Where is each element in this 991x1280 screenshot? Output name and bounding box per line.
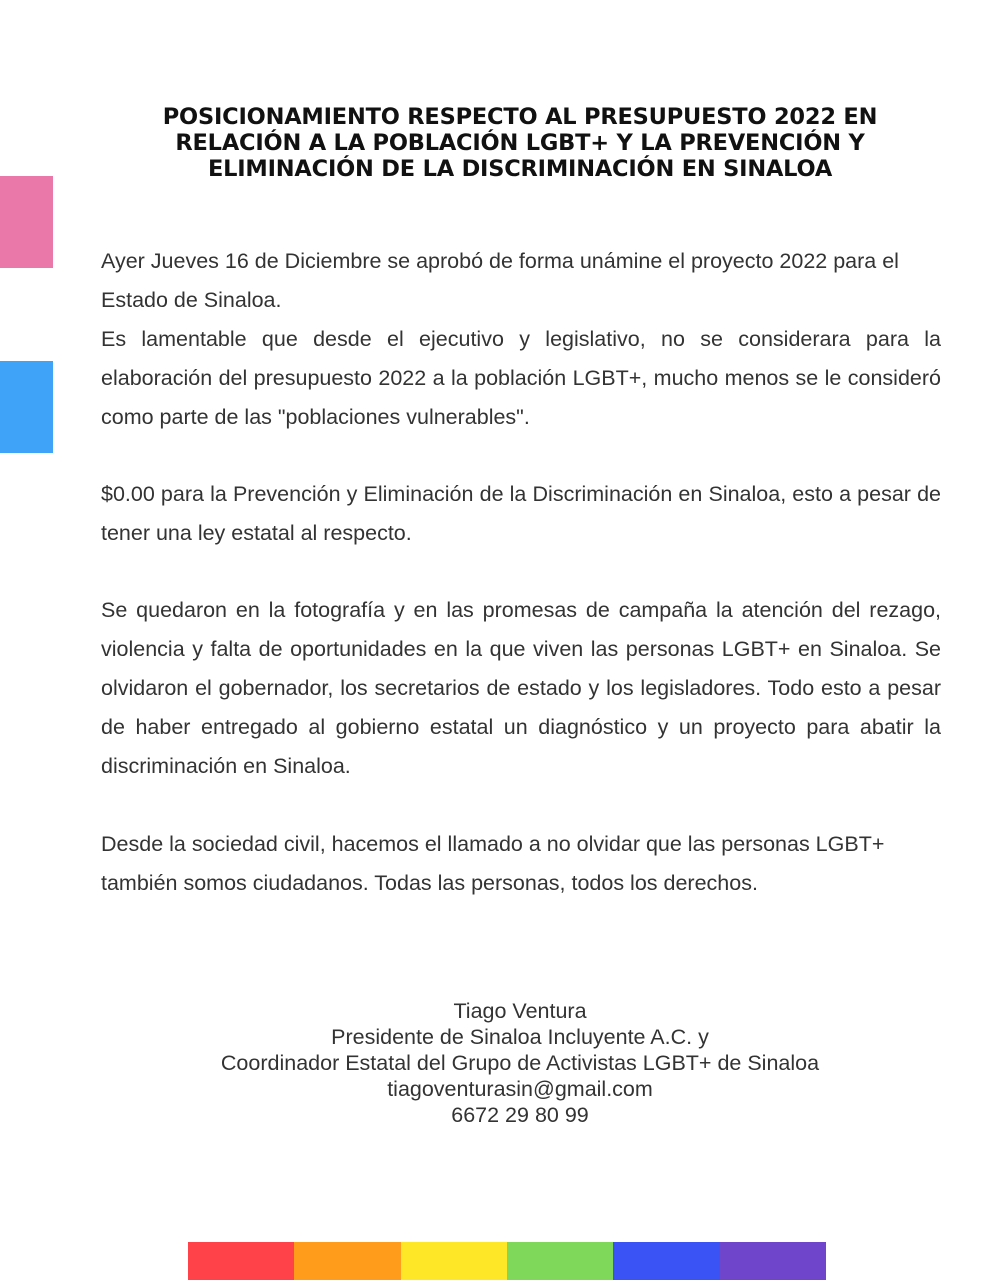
document-title [100, 104, 940, 182]
pink-side-block [0, 176, 53, 268]
rainbow-bar [188, 1242, 826, 1280]
paragraph-line: Desde la sociedad civil, hacemos el llamado a no olvidar que las personas LGBT+ también somos ciudadanos. Todas las personas, todos los derechos. [101, 832, 885, 895]
rainbow-stripe-violet [720, 1242, 826, 1280]
rainbow-stripe-yellow [401, 1242, 507, 1280]
paragraph-line: Es lamentable que desde el ejecutivo y legislativo, no se considerara para la elaboración del presupuesto 2022 a la población LGBT+, mucho menos se le consideró como parte de las "poblaciones vulnerables". [101, 327, 941, 429]
signature-block [120, 998, 920, 1128]
rainbow-stripe-orange [294, 1242, 400, 1280]
signature-role: Presidente de Sinaloa Incluyente A.C. y [331, 1025, 709, 1049]
title-line: POSICIONAMIENTO RESPECTO AL PRESUPUESTO 2022 EN [162, 104, 878, 130]
signature-role: Coordinador Estatal del Grupo de Activistas LGBT+ de Sinaloa [220, 1051, 820, 1075]
rainbow-stripe-blue [613, 1242, 719, 1280]
paragraph-promises [101, 591, 941, 786]
paragraph-line: $0.00 para la Prevención y Eliminación de la Discriminación en Sinaloa, esto a pesar de tener una ley estatal al respecto. [101, 482, 941, 545]
title-line: RELACIÓN A LA POBLACIÓN LGBT+ Y LA PREVENCIÓN Y [175, 130, 865, 156]
paragraph-line: Se quedaron en la fotografía y en las promesas de campaña la atención del rezago, violencia y falta de oportunidades en la que viven las personas LGBT+ en Sinaloa. Se olvidaron el gobernador, los secretarios de estado y los legisladores. Todo esto a pesar de haber entregado al gobierno estatal un diagnóstico y un proyecto para abatir la discriminación en Sinaloa. [101, 598, 941, 778]
paragraph-call-to-action [101, 825, 941, 903]
rainbow-stripe-green [507, 1242, 613, 1280]
title-line: ELIMINACIÓN DE LA DISCRIMINACIÓN EN SINALOA [207, 156, 833, 182]
signature-phone: 6672 29 80 99 [451, 1103, 589, 1127]
paragraph-budget [101, 475, 941, 553]
signature-email: tiagoventurasin@gmail.com [387, 1077, 653, 1101]
paragraph-line: Ayer Jueves 16 de Diciembre se aprobó de forma unámine el proyecto 2022 para el Estado de Sinaloa. [101, 249, 899, 312]
rainbow-stripe-red [188, 1242, 294, 1280]
blue-side-block [0, 361, 53, 453]
signature-name: Tiago Ventura [453, 999, 587, 1023]
paragraph-approval [101, 242, 941, 437]
